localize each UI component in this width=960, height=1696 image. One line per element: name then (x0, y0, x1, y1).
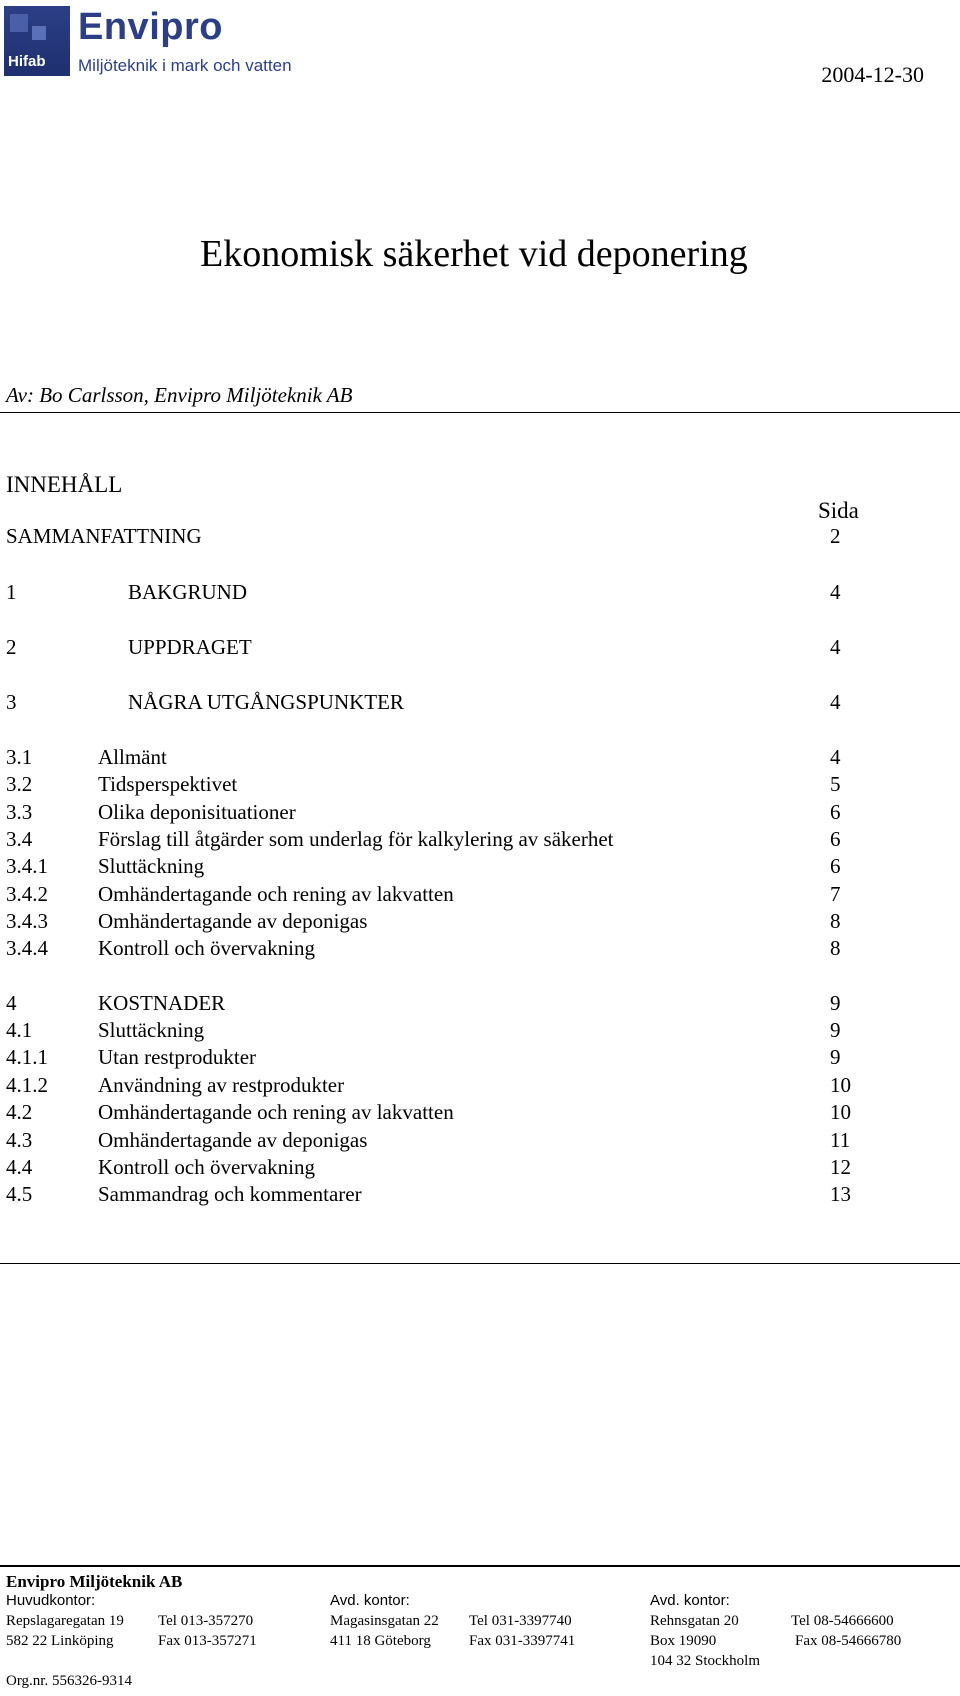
toc-entry-page: 10 (830, 1073, 851, 1097)
footer-office3-box: Box 19090 (650, 1633, 717, 1649)
footer-company: Envipro Miljöteknik AB (6, 1572, 183, 1591)
toc-summary-label: SAMMANFATTNING (6, 524, 202, 548)
toc-entry-number: 3.4.4 (6, 936, 48, 960)
toc-entry (0, 580, 960, 608)
toc-entry-number: 3.3 (6, 800, 33, 824)
toc-entry-label: KOSTNADER (98, 991, 226, 1015)
toc-entry-page: 9 (830, 1018, 841, 1042)
footer-head-office-fax: Fax 013-357271 (158, 1633, 257, 1649)
toc-entry-page: 6 (830, 800, 841, 824)
toc-entry-number: 4.2 (6, 1100, 33, 1124)
toc-entry (0, 991, 960, 1019)
toc-entry-number: 3.4.2 (6, 882, 48, 906)
toc-page-column-header: Sida (818, 498, 859, 523)
toc-entry (0, 854, 960, 882)
footer-office2-street: Magasinsgatan 22 (330, 1613, 439, 1629)
logo-tagline: Miljöteknik i mark och vatten (78, 56, 292, 75)
toc-entry-number: 3.4 (6, 827, 33, 851)
footer-office2-city: 411 18 Göteborg (330, 1633, 431, 1649)
toc-entry (0, 1100, 960, 1128)
toc-entry-number: 4.4 (6, 1155, 33, 1179)
toc-entry-number: 2 (6, 635, 17, 659)
toc-entry-number: 4.1.2 (6, 1073, 48, 1097)
toc-entry (0, 690, 960, 718)
document-title: Ekonomisk säkerhet vid deponering (200, 233, 748, 275)
footer-office2-fax: Fax 031-3397741 (469, 1633, 576, 1649)
toc-entry-label: Omhändertagande av deponigas (98, 909, 368, 933)
toc-entry-number: 1 (6, 580, 17, 604)
toc-entry (0, 745, 960, 773)
hifab-logo-mark (4, 6, 70, 76)
toc-entry-number: 4.1 (6, 1018, 33, 1042)
toc-entry (0, 1045, 960, 1073)
toc-entry-number: 4.5 (6, 1182, 33, 1206)
toc-entry-page: 5 (830, 772, 841, 796)
toc-heading: INNEHÅLL (6, 472, 123, 497)
footer-head-office-tel: Tel 013-357270 (158, 1613, 254, 1629)
footer-divider (0, 1565, 960, 1567)
toc-entry-label: Sammandrag och kommentarer (98, 1182, 362, 1206)
toc-entry (0, 882, 960, 910)
footer-office2-tel: Tel 031-3397740 (469, 1613, 572, 1629)
toc-entry-label: Tidsperspektivet (98, 772, 238, 796)
toc-entry-label: Sluttäckning (98, 1018, 205, 1042)
toc-entry-page: 8 (830, 936, 841, 960)
toc-entry-page: 8 (830, 909, 841, 933)
footer-office3-tel: Tel 08-54666600 (791, 1613, 894, 1629)
toc-summary-row (0, 524, 960, 552)
footer-orgnr: Org.nr. 556326-9314 (6, 1673, 132, 1689)
document-date: 2004-12-30 (821, 62, 924, 87)
toc-entry-label: UPPDRAGET (128, 635, 252, 659)
envipro-logo (4, 6, 304, 78)
toc-entry-page: 6 (830, 827, 841, 851)
toc-entry-label: Kontroll och övervakning (98, 936, 315, 960)
toc-entry (0, 800, 960, 828)
author-divider (0, 412, 960, 413)
toc-entry-page: 4 (830, 745, 841, 769)
toc-entry-label: Användning av restprodukter (98, 1073, 345, 1097)
toc-entry-label: Kontroll och övervakning (98, 1155, 315, 1179)
toc-entry (0, 1018, 960, 1046)
footer-head-office-label: Huvudkontor: (6, 1592, 96, 1609)
toc-entry-page: 9 (830, 991, 841, 1015)
toc-entry-number: 4 (6, 991, 17, 1015)
toc-entry-label: Sluttäckning (98, 854, 205, 878)
toc-entry-label: BAKGRUND (128, 580, 248, 604)
document-author: Av: Bo Carlsson, Envipro Miljöteknik AB (6, 383, 353, 407)
footer-office3-label: Avd. kontor: (650, 1592, 730, 1609)
toc-entry-page: 4 (830, 580, 841, 604)
toc-entry-number: 3.4.1 (6, 854, 48, 878)
toc-entry-page: 4 (830, 635, 841, 659)
content-divider (0, 1263, 960, 1264)
footer-office3-street: Rehnsgatan 20 (650, 1613, 739, 1629)
footer-head-office-street: Repslagaregatan 19 (6, 1613, 124, 1629)
footer-office3-city: 104 32 Stockholm (650, 1653, 761, 1669)
toc-entry-number: 4.3 (6, 1128, 33, 1152)
toc-entry-label: Omhändertagande och rening av lakvatten (98, 1100, 454, 1124)
toc-entry-page: 12 (830, 1155, 851, 1179)
toc-entry (0, 1073, 960, 1101)
toc-entry-number: 3 (6, 690, 17, 714)
toc-entry-label: Utan restprodukter (98, 1045, 257, 1069)
toc-entry-label: NÅGRA UTGÅNGSPUNKTER (128, 690, 404, 714)
toc-entry (0, 827, 960, 855)
toc-entry-label: Förslag till åtgärder som underlag för kalkylering av säkerhet (98, 827, 614, 851)
toc-entry (0, 1128, 960, 1156)
logo-subbrand: Hifab (8, 53, 46, 70)
toc-entry-page: 7 (830, 882, 841, 906)
toc-entry (0, 635, 960, 663)
toc-entry (0, 909, 960, 937)
toc-entry-page: 13 (830, 1182, 851, 1206)
toc-entry-page: 6 (830, 854, 841, 878)
toc-entry (0, 1182, 960, 1210)
toc-summary-page: 2 (830, 524, 841, 548)
logo-brand: Envipro (78, 6, 223, 48)
toc-entry-number: 3.2 (6, 772, 33, 796)
toc-entry-number: 4.1.1 (6, 1045, 48, 1069)
toc-entry (0, 936, 960, 964)
toc-entry-page: 9 (830, 1045, 841, 1069)
footer-office2-label: Avd. kontor: (330, 1592, 410, 1609)
toc-entry (0, 772, 960, 800)
toc-entry-label: Olika deponisituationer (98, 800, 296, 824)
footer-head-office-city: 582 22 Linköping (6, 1633, 114, 1649)
toc-entry-page: 10 (830, 1100, 851, 1124)
toc-entry (0, 1155, 960, 1183)
toc-entry-label: Omhändertagande av deponigas (98, 1128, 368, 1152)
toc-entry-label: Omhändertagande och rening av lakvatten (98, 882, 454, 906)
toc-entry-label: Allmänt (98, 745, 167, 769)
footer-office3-fax: Fax 08-54666780 (795, 1633, 902, 1649)
toc-entry-page: 4 (830, 690, 841, 714)
toc-entry-number: 3.1 (6, 745, 33, 769)
toc-entry-number: 3.4.3 (6, 909, 48, 933)
toc-entry-page: 11 (830, 1128, 851, 1152)
